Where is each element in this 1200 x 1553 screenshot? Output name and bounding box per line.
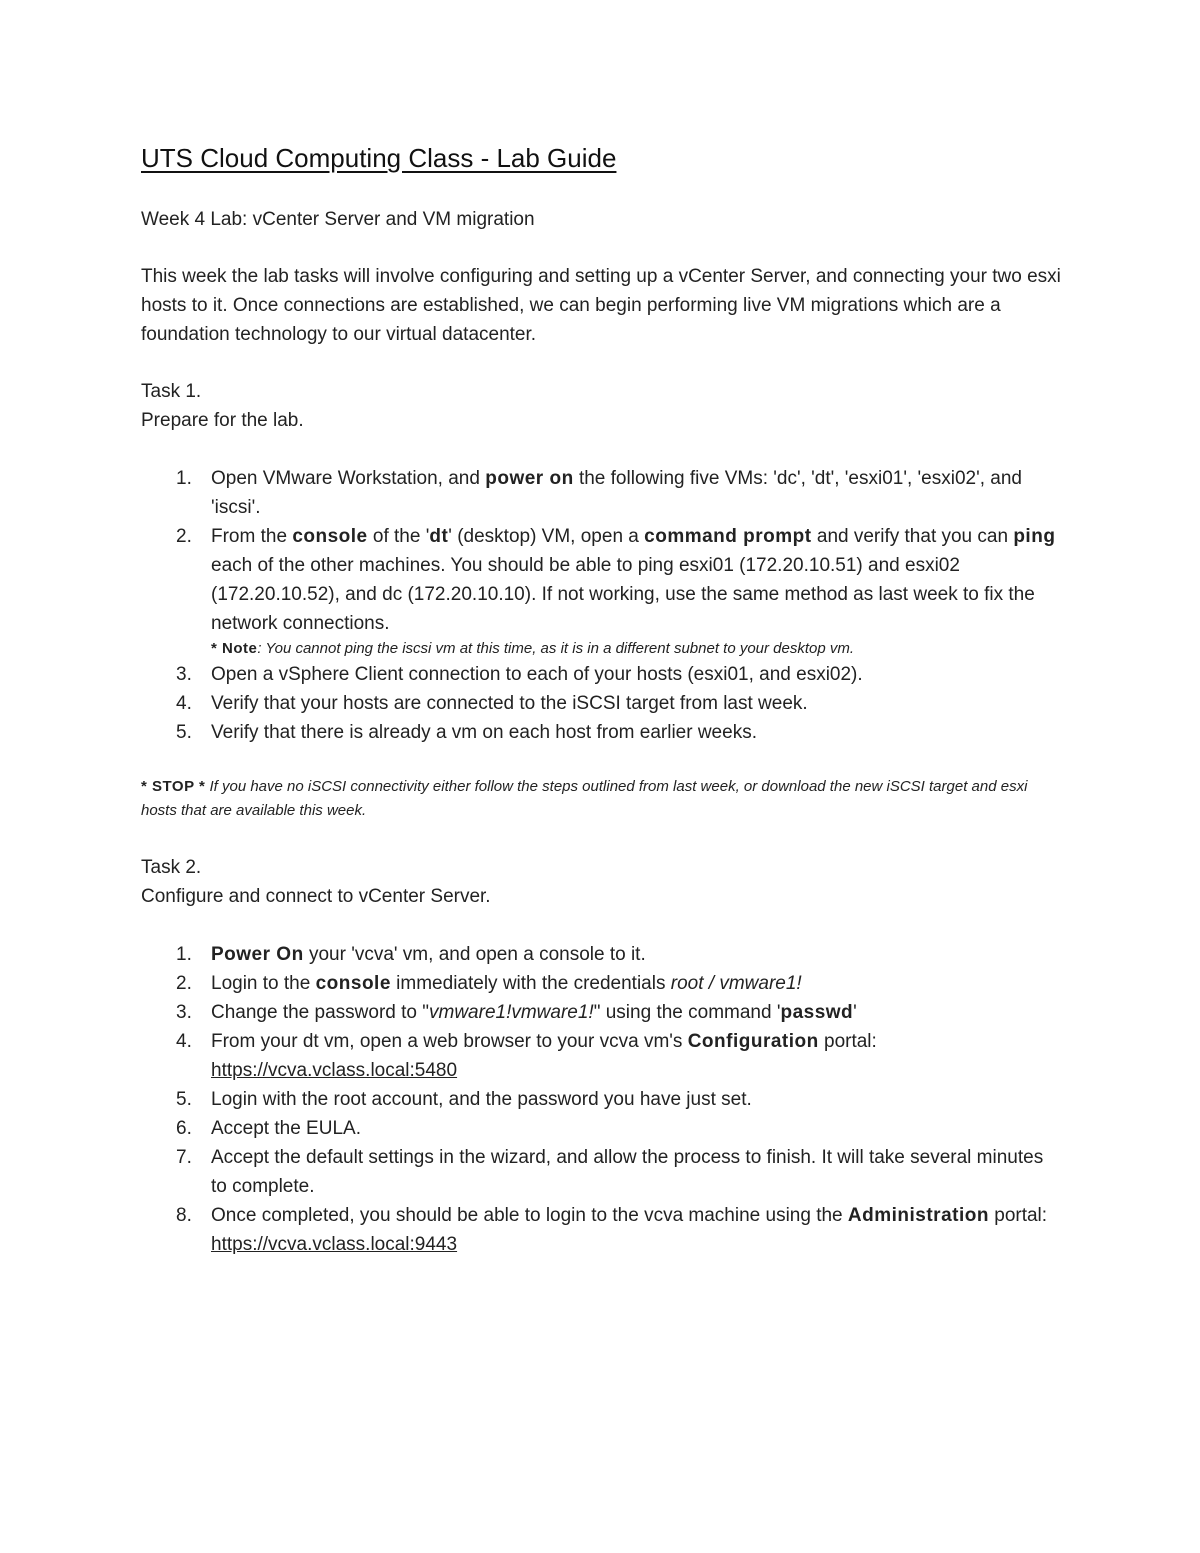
task1-step-2: 2. From the console of the 'dt' (desktop) VM, open a command prompt and verify that you can ping each of the other machines. You should be able to ping esxi01 (172.20.10.51) and esxi02 (172.20.10.52), and dc (172.20.10.10). If not working, use the same method as last week to fix the network connections. * Note: You cannot ping the iscsi vm at this time, as it is in a different subnet to your desktop vm.: [141, 522, 1061, 660]
power-on-term: power on: [485, 468, 574, 489]
step-number: 3.: [176, 1002, 192, 1023]
task1-step-3: 3. Open a vSphere Client connection to each of your hosts (esxi01, and esxi02).: [141, 660, 1061, 689]
credentials-text: root / vmware1!: [670, 973, 802, 994]
task2-step-1: 1. Power On your 'vcva' vm, and open a console to it.: [141, 940, 1061, 969]
step-number: 7.: [176, 1147, 192, 1168]
task1-step-1: 1. Open VMware Workstation, and power on the following five VMs: 'dc', 'dt', 'esxi01', 'esxi02', and 'iscsi'.: [141, 464, 1061, 522]
new-password-text: vmware1!vmware1!: [429, 1002, 594, 1023]
passwd-command: passwd: [780, 1002, 854, 1023]
ping-note: * Note: You cannot ping the iscsi vm at this time, as it is in a different subnet to your desktop vm.: [211, 640, 855, 657]
step-number: 5.: [176, 722, 192, 743]
task2-steps: [141, 940, 1061, 1259]
power-on-term: Power On: [211, 944, 304, 965]
configuration-portal-link[interactable]: https://vcva.vclass.local:5480: [211, 1060, 458, 1081]
console-term: console: [292, 526, 368, 547]
lab-subtitle: Week 4 Lab: vCenter Server and VM migration: [141, 209, 535, 230]
task1-heading: Task 1.: [141, 381, 202, 402]
step-number: 3.: [176, 664, 192, 685]
ping-term: ping: [1013, 526, 1056, 547]
task1-description: Prepare for the lab.: [141, 410, 304, 431]
administration-portal-link[interactable]: https://vcva.vclass.local:9443: [211, 1234, 458, 1255]
task1-step-4: 4. Verify that your hosts are connected to the iSCSI target from last week.: [141, 689, 1061, 718]
document-title: UTS Cloud Computing Class - Lab Guide: [141, 143, 617, 173]
task2-step-5: 5. Login with the root account, and the password you have just set.: [141, 1085, 1061, 1114]
task1-step-5: 5. Verify that there is already a vm on each host from earlier weeks.: [141, 718, 1061, 747]
stop-label: * STOP *: [141, 778, 206, 795]
task2-heading: Task 2.: [141, 857, 202, 878]
note-label: Note: [222, 640, 258, 657]
administration-term: Administration: [847, 1205, 989, 1226]
task2-step-4: 4. From your dt vm, open a web browser to your vcva vm's Configuration portal: https://vcva.vclass.local:5480: [141, 1027, 1061, 1085]
step-number: 1.: [176, 944, 192, 965]
step-number: 2.: [176, 973, 192, 994]
step-number: 2.: [176, 526, 192, 547]
task2-header: [141, 853, 1061, 911]
task1-steps: [141, 464, 1061, 747]
command-prompt-term: command prompt: [644, 526, 812, 547]
step-number: 4.: [176, 1031, 192, 1052]
intro-paragraph: This week the lab tasks will involve configuring and setting up a vCenter Server, and connecting your two esxi hosts to it. Once connections are established, we can begin performing live VM migrations which are a foundation technology to our virtual datacenter.: [141, 266, 1061, 345]
document-page: [141, 140, 1061, 1259]
configuration-term: Configuration: [687, 1031, 819, 1052]
step-number: 4.: [176, 693, 192, 714]
task2-step-2: 2. Login to the console immediately with the credentials root / vmware1!: [141, 969, 1061, 998]
stop-notice: * STOP * If you have no iSCSI connectivity either follow the steps outlined from last week, or download the new iSCSI target and esxi hosts that are available this week.: [141, 778, 1028, 819]
task2-step-3: 3. Change the password to "vmware1!vmware1!" using the command 'passwd': [141, 998, 1061, 1027]
step-number: 6.: [176, 1118, 192, 1139]
task1-header: [141, 377, 1061, 435]
step-number: 5.: [176, 1089, 192, 1110]
console-term: console: [315, 973, 391, 994]
task2-description: Configure and connect to vCenter Server.: [141, 886, 491, 907]
task2-step-6: 6. Accept the EULA.: [141, 1114, 1061, 1143]
step-number: 1.: [176, 468, 192, 489]
task2-step-8: 8. Once completed, you should be able to login to the vcva machine using the Administration portal: https://vcva.vclass.local:9443: [141, 1201, 1061, 1259]
task2-step-7: 7. Accept the default settings in the wizard, and allow the process to finish. It will take several minutes to complete.: [141, 1143, 1061, 1201]
step-number: 8.: [176, 1205, 192, 1226]
dt-term: dt: [429, 526, 449, 547]
